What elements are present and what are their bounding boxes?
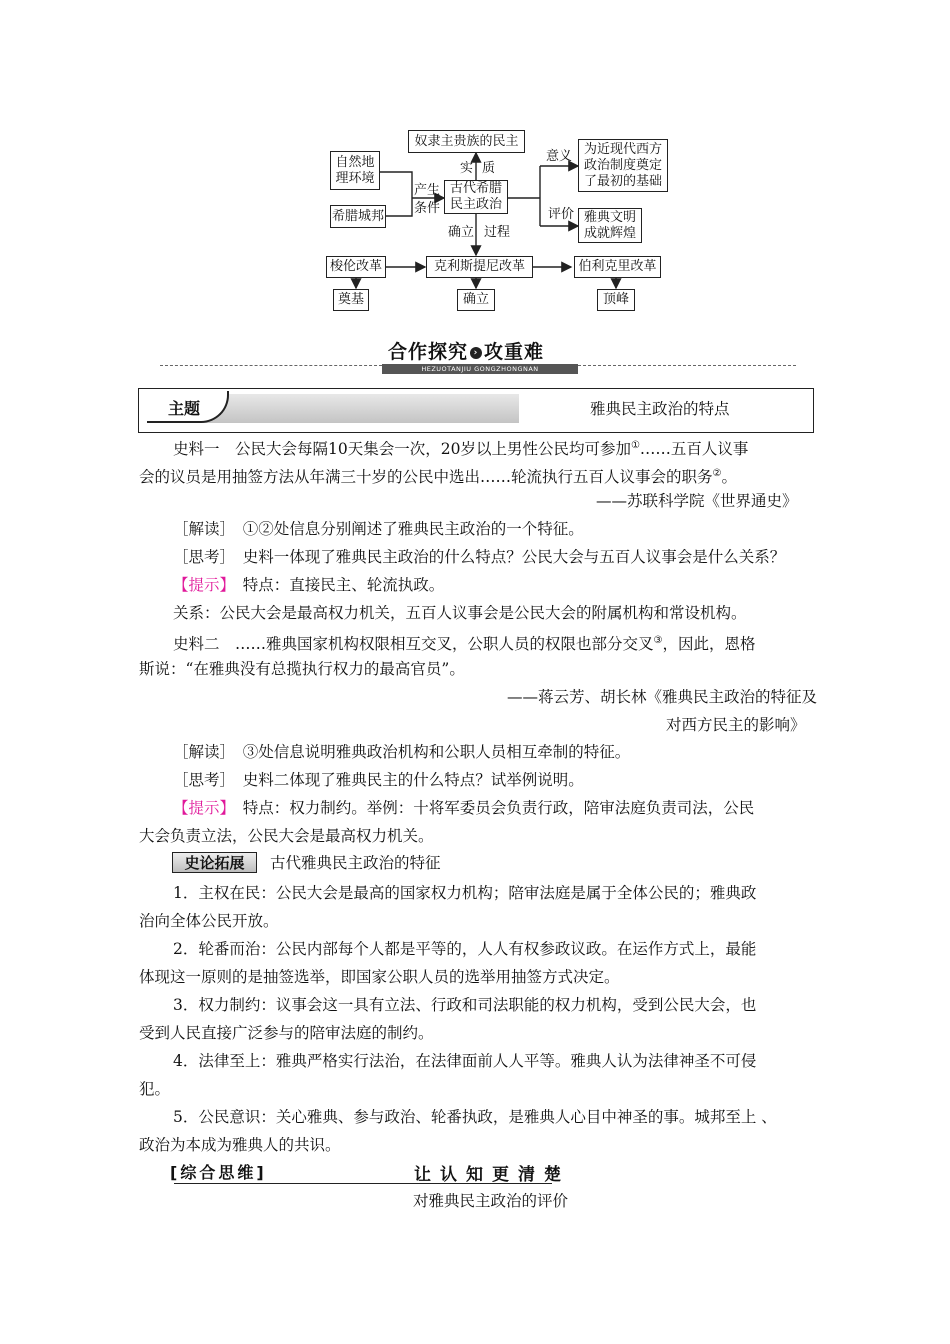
point-1-line-1: 1．主权在民：公民大会是最高的国家权力机构；陪审法庭是属于全体公民的；雅典政 — [173, 884, 757, 902]
banner-arrow-icon: › — [470, 347, 482, 359]
hint-one-relation: 关系：公民大会是最高权力机关，五百人议事会是公民大会的附属机构和常设机构。 — [173, 604, 747, 622]
point-5-line-1: 5．公民意识：关心雅典、参与政治、轮番执政，是雅典人心目中神圣的事。城邦至上 、 — [173, 1108, 777, 1126]
source-two-citation-2: 对西方民主的影响》 — [666, 716, 806, 734]
summary-subtitle: 对雅典民主政治的评价 — [413, 1192, 569, 1210]
source-two-line-1: 史料二 ……雅典国家机构权限相互交叉，公职人员的权限也部分交叉③，因此，恩格 — [173, 635, 756, 654]
point-3-line-1: 3．权力制约：议事会这一具有立法、行政和司法职能的权力机构，受到公民大会，也 — [173, 996, 757, 1014]
topic-label: 主题 — [168, 399, 201, 418]
hint-tag: 【提示】 — [173, 799, 228, 817]
node-pericles-reform: 伯利克里改革 — [574, 256, 661, 278]
point-2-line-2: 体现这一原则的是抽签选举，即国家公职人员的选举用抽签方式决定。 — [139, 968, 620, 986]
summary-underline — [174, 1183, 552, 1184]
source-one-line-1: 史料一 公民大会每隔10天集会一次，20岁以上男性公民均可参加①……五百人议事 — [173, 440, 749, 459]
label-establish: 确立 — [448, 225, 475, 240]
label-origin-2: 条件 — [414, 201, 441, 216]
source-two-citation-1: ——蒋云芳、胡长林《雅典民主政治的特征及 — [507, 688, 818, 706]
hint-one: 【提示】 特点：直接民主、轮流执政。 — [173, 576, 445, 594]
node-slave-owner-democracy: 奴隶主贵族的民主 — [408, 130, 525, 153]
node-athens-civilization: 雅典文明 成就辉煌 — [578, 208, 642, 243]
banner-dash-right — [578, 365, 796, 366]
source-one-citation: ——苏联科学院《世界通史》 — [596, 492, 798, 510]
source-two-line-2: 斯说：“在雅典没有总揽执行权力的最高官员”。 — [139, 660, 465, 678]
banner-title-a: 合作探究 — [388, 341, 469, 363]
diagram-connectors — [0, 0, 950, 330]
point-1-line-2: 治向全体公民开放。 — [139, 912, 279, 930]
label-essence-1: 实 — [460, 161, 474, 176]
topic-title: 雅典民主政治的特点 — [590, 400, 730, 418]
node-peak: 顶峰 — [597, 289, 635, 311]
point-2-line-1: 2．轮番而治：公民内部每个人都是平等的，人人有权参政议政。在运作方式上，最能 — [173, 940, 757, 958]
label-origin-1: 产生 — [414, 183, 441, 198]
question-two: ［思考］ 史料二体现了雅典民主的什么特点？试举例说明。 — [173, 771, 584, 789]
label-process: 过程 — [484, 225, 511, 240]
point-3-line-2: 受到人民直接广泛参与的陪审法庭的制约。 — [139, 1024, 434, 1042]
node-cleisthenes-reform: 克利斯提尼改革 — [426, 256, 533, 278]
interpretation-two: ［解读］ ③处信息说明雅典政治机构和公职人员相互牵制的特征。 — [173, 743, 631, 761]
point-4-line-1: 4．法律至上：雅典严格实行法治，在法律面前人人平等。雅典人认为法律神圣不可侵 — [173, 1052, 757, 1070]
node-natural-environment: 自然地 理环境 — [330, 151, 380, 190]
source-one-line-2: 会的议员是用抽签方法从年满三十岁的公民中选出……轮流执行五百人议事会的职务②。 — [139, 468, 737, 487]
node-establish: 确立 — [457, 289, 495, 311]
hint-two-line-1: 【提示】 特点：权力制约。举例：十将军委员会负责行政，陪审法庭负责司法，公民 — [173, 799, 755, 817]
extension-title: 古代雅典民主政治的特征 — [270, 854, 441, 872]
banner-subtitle: HEZUOTANJIU GONGZHONGNAN — [382, 364, 578, 374]
node-ancient-greek-democracy: 古代希腊 民主政治 — [444, 180, 508, 214]
banner-title — [388, 337, 544, 364]
node-solon-reform: 梭伦改革 — [326, 256, 386, 278]
extension-tag: 史论拓展 — [172, 852, 257, 873]
banner-dash-left — [160, 365, 382, 366]
node-greek-city-state: 希腊城邦 — [330, 205, 386, 228]
hint-tag: 【提示】 — [173, 576, 228, 594]
point-4-line-2: 犯。 — [139, 1080, 171, 1098]
summary-right-label: 让认知更清楚 — [414, 1165, 570, 1185]
hint-two-line-2: 大会负责立法，公民大会是最高权力机关。 — [139, 827, 434, 845]
point-5-line-2: 政治为本成为雅典人的共识。 — [139, 1136, 341, 1154]
label-essence-2: 质 — [482, 161, 496, 176]
label-meaning: 意义 — [546, 149, 573, 164]
question-one: ［思考］ 史料一体现了雅典民主政治的什么特点？公民大会与五百人议事会是什么关系？ — [173, 548, 786, 566]
banner-title-b: 攻重难 — [484, 341, 545, 363]
label-evaluation: 评价 — [548, 207, 575, 222]
interpretation-one: ［解读］ ①②处信息分别阐述了雅典民主政治的一个特征。 — [173, 520, 584, 538]
summary-left-label: [综合思维] — [170, 1163, 267, 1182]
node-foundation: 奠基 — [333, 289, 369, 311]
node-foundation-modern-west: 为近现代西方 政治制度奠定 了最初的基础 — [578, 139, 668, 192]
